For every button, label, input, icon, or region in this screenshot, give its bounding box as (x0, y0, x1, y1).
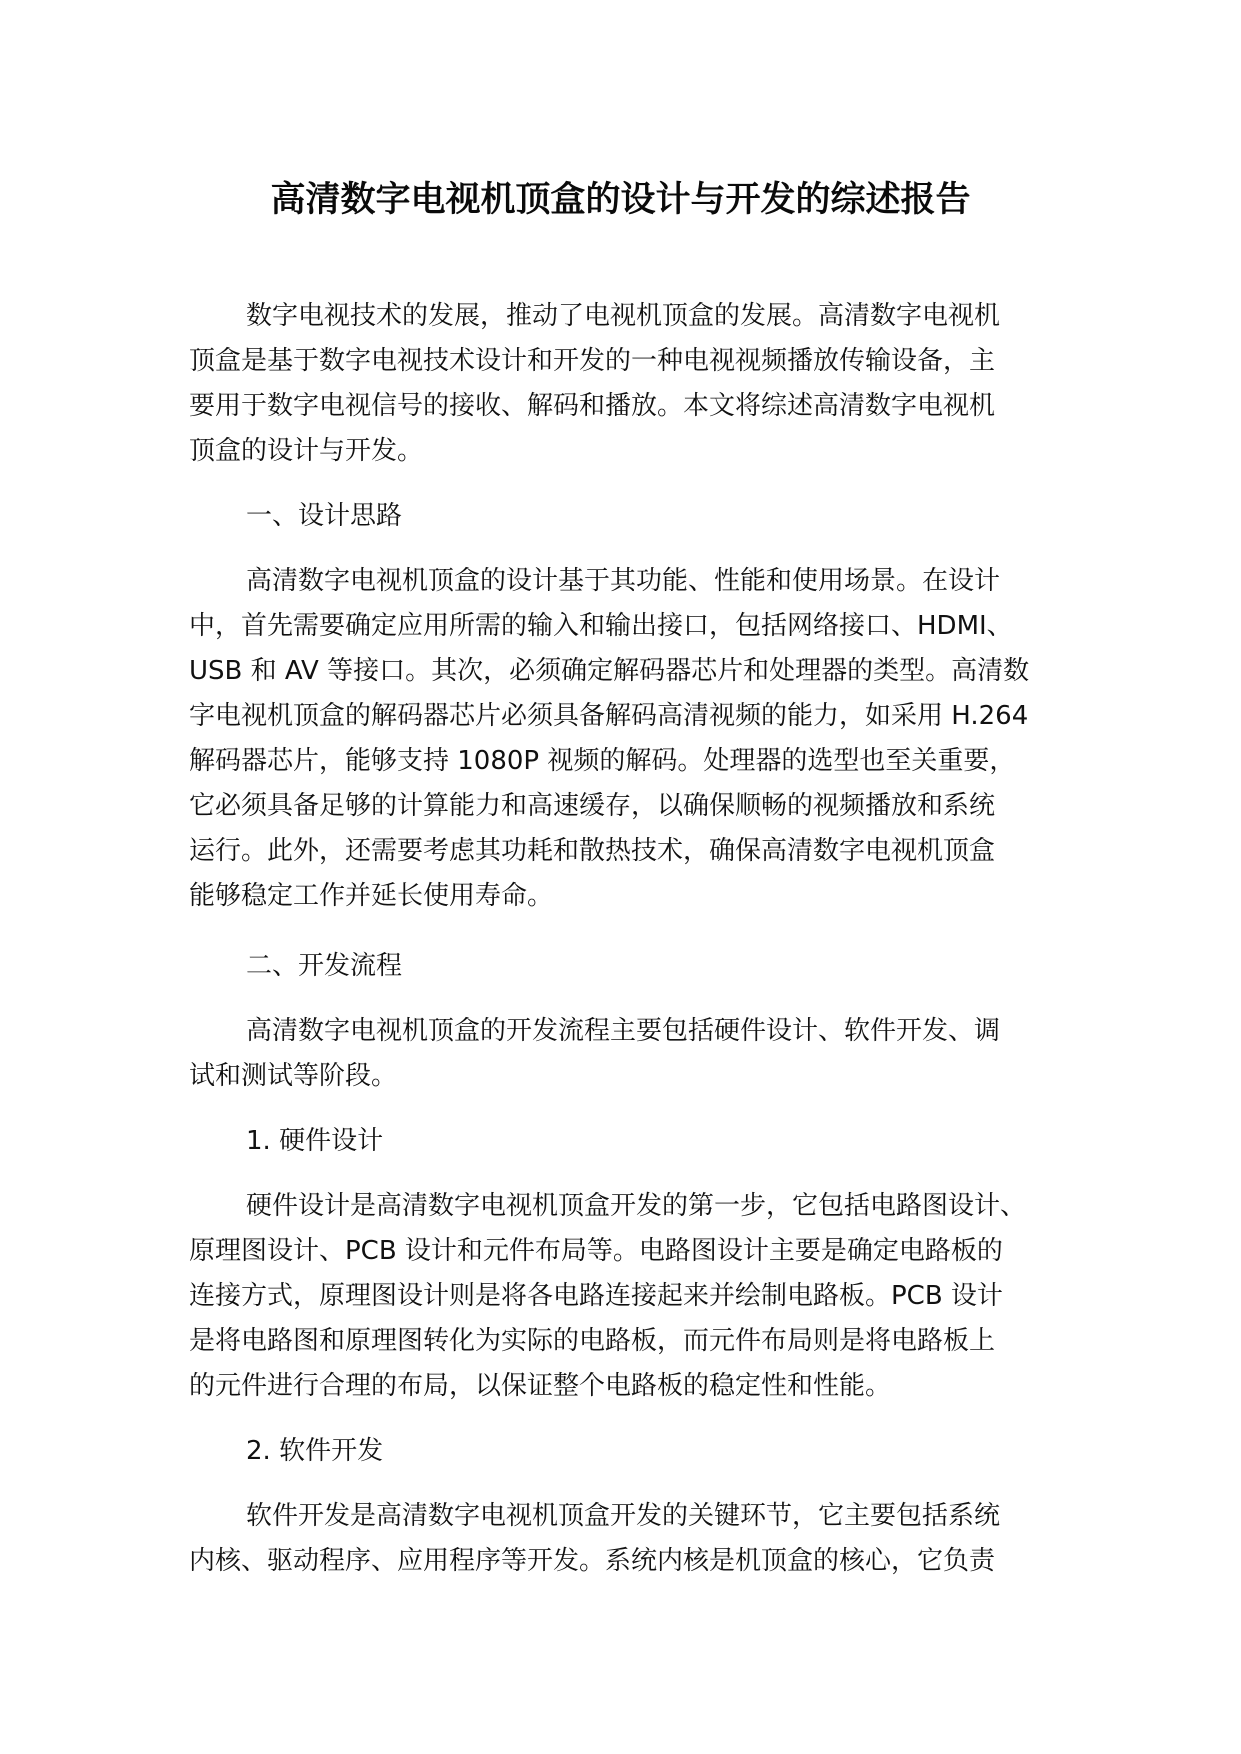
text-line: 一、设计思路 (246, 501, 403, 531)
text-line: 它必须具备足够的计算能力和高速缓存，以确保顺畅的视频播放和系统 (189, 791, 996, 821)
text-line: 的元件进行合理的布局，以保证整个电路板的稳定性和性能。 (189, 1371, 892, 1401)
text-line: 运行。此外，还需要考虑其功耗和散热技术，确保高清数字电视机顶盒 (189, 836, 996, 866)
text-line: 2. 软件开发 (246, 1436, 384, 1466)
text-line: 字电视机顶盒的解码器芯片必须具备解码高清视频的能力，如采用 H.264 (189, 701, 1029, 731)
text-line: 硬件设计是高清数字电视机顶盒开发的第一步，它包括电路图设计、 (246, 1191, 1027, 1221)
text-line: 是将电路图和原理图转化为实际的电路板，而元件布局则是将电路板上 (189, 1326, 996, 1356)
page-title: 高清数字电视机顶盒的设计与开发的综述报告 (270, 180, 971, 220)
text-line: 连接方式，原理图设计则是将各电路连接起来并绘制电路板。PCB 设计 (189, 1281, 1003, 1311)
text-line: 解码器芯片，能够支持 1080P 视频的解码。处理器的选型也至关重要， (189, 746, 1016, 776)
text-line: 1. 硬件设计 (246, 1126, 384, 1156)
text-line: USB 和 AV 等接口。其次，必须确定解码器芯片和处理器的类型。高清数 (189, 656, 1030, 686)
text-line: 二、开发流程 (246, 951, 403, 981)
text-line: 试和测试等阶段。 (189, 1061, 398, 1091)
text-line: 中，首先需要确定应用所需的输入和输出接口，包括网络接口、HDMI、 (189, 611, 1013, 641)
text-line: 要用于数字电视信号的接收、解码和播放。本文将综述高清数字电视机 (189, 391, 996, 421)
text-line: 数字电视技术的发展，推动了电视机顶盒的发展。高清数字电视机 (246, 301, 1001, 331)
text-line: 内核、驱动程序、应用程序等开发。系统内核是机顶盒的核心，它负责 (189, 1546, 996, 1576)
text-line: 高清数字电视机顶盒的开发流程主要包括硬件设计、软件开发、调 (246, 1016, 1001, 1046)
text-line: 原理图设计、PCB 设计和元件布局等。电路图设计主要是确定电路板的 (189, 1236, 1003, 1266)
text-line: 顶盒的设计与开发。 (189, 436, 424, 466)
text-line: 软件开发是高清数字电视机顶盒开发的关键环节，它主要包括系统 (246, 1501, 1001, 1531)
text-line: 高清数字电视机顶盒的设计基于其功能、性能和使用场景。在设计 (246, 566, 1001, 596)
text-line: 顶盒是基于数字电视技术设计和开发的一种电视视频播放传输设备，主 (189, 346, 996, 376)
text-line: 能够稳定工作并延长使用寿命。 (189, 881, 554, 911)
